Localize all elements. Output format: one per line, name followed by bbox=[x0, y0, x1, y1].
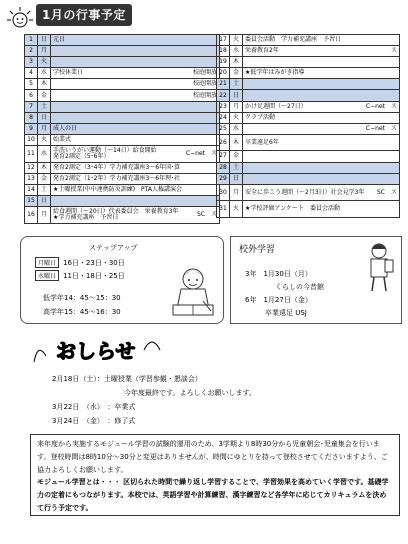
notice-date: 3月22日 （水） ： bbox=[52, 403, 115, 411]
event-note: C−net ス bbox=[365, 124, 397, 132]
calendar-row bbox=[217, 57, 400, 68]
calendar-row bbox=[25, 173, 220, 184]
calendar-day: 12 bbox=[25, 162, 38, 173]
calendar-day: 17 bbox=[217, 35, 230, 46]
calendar-day: 8 bbox=[25, 112, 38, 123]
calendar-day: 10 bbox=[25, 134, 38, 145]
calendar-weekday: 木 bbox=[230, 134, 243, 151]
event-note: SC ス bbox=[377, 188, 397, 196]
calendar-row bbox=[25, 123, 220, 134]
oshirase-title: おしらせ bbox=[56, 339, 136, 363]
notice-row bbox=[52, 374, 202, 384]
calendar-day: 16 bbox=[25, 206, 38, 223]
notice-date: 3月24日 （金） ： bbox=[52, 417, 115, 425]
calendar-day: 26 bbox=[217, 134, 230, 151]
calendar-row bbox=[25, 68, 220, 79]
calendar-day: 6 bbox=[25, 90, 38, 101]
calendar-event bbox=[243, 35, 400, 46]
calendar-row bbox=[25, 184, 220, 195]
calendar-row bbox=[25, 79, 220, 90]
calendar-day: 25 bbox=[217, 123, 230, 134]
calendar-row bbox=[217, 134, 400, 151]
notice-row bbox=[52, 416, 135, 426]
field-trip-box bbox=[230, 236, 402, 324]
stepup-high-grade: 高学年15：45～16：30 bbox=[43, 308, 121, 316]
calendar-day: 11 bbox=[25, 145, 38, 162]
event-text: かけ足週間（～27日） bbox=[245, 102, 307, 110]
calendar-row bbox=[217, 79, 400, 90]
notice-row bbox=[124, 388, 256, 398]
event-note: C−net ス bbox=[185, 149, 217, 157]
calendar-day: 5 bbox=[25, 79, 38, 90]
event-text: クラブ活動 bbox=[245, 113, 276, 121]
monday-label: 月曜日 bbox=[35, 257, 59, 268]
calendar-weekday: 木 bbox=[230, 57, 243, 68]
calendar-day: 9 bbox=[25, 123, 38, 134]
calendar-day: 27 bbox=[217, 151, 230, 162]
calendar-row bbox=[217, 201, 400, 218]
calendar-event bbox=[51, 173, 220, 184]
calendar-weekday: 日 bbox=[230, 173, 243, 184]
event-note: ス bbox=[390, 47, 397, 55]
header bbox=[6, 4, 176, 28]
calendar-weekday: 土 bbox=[230, 162, 243, 173]
event-text: ★土曜授業(中中連携防災訓練) PTA人権講演会 bbox=[53, 185, 182, 193]
notice-text: 卒業式 bbox=[114, 403, 136, 411]
calendar-event bbox=[243, 184, 400, 201]
stepup-monday-row bbox=[35, 257, 125, 268]
calendar-weekday: 金 bbox=[230, 68, 243, 79]
event-text: 安全に歩こう週間（～2月3日）社会見学3年 bbox=[245, 188, 365, 196]
calendar-row bbox=[217, 151, 400, 162]
calendar-event bbox=[243, 134, 400, 151]
calendar-weekday: 火 bbox=[230, 35, 243, 46]
wednesday-label: 水曜日 bbox=[35, 270, 59, 281]
calendar-day: 24 bbox=[217, 112, 230, 123]
calendar-day: 1 bbox=[25, 35, 38, 46]
event-note: C−net ス bbox=[365, 102, 397, 110]
event-note: SC ス bbox=[197, 210, 217, 218]
calendar-event bbox=[51, 90, 220, 101]
calendar-weekday: 金 bbox=[38, 173, 51, 184]
calendar-event bbox=[51, 134, 220, 145]
notice-text: 今年度最終です。よろしくお願いします。 bbox=[124, 389, 256, 397]
event-text: 発育2測定（3･4年）学力補充講座3～6年国･算 bbox=[53, 163, 181, 171]
calendar-weekday: 水 bbox=[230, 46, 243, 57]
calendar-event bbox=[243, 79, 400, 90]
calendar-weekday: 土 bbox=[38, 101, 51, 112]
event-text: 給食週間（～20日）代表委員会 栄養教育3年 bbox=[53, 207, 179, 215]
wednesday-dates: 11日・18日・25日 bbox=[63, 272, 125, 280]
calendar-event bbox=[243, 101, 400, 112]
calendar-event bbox=[243, 112, 400, 123]
calendar-row bbox=[217, 90, 400, 101]
calendar-event bbox=[51, 35, 220, 46]
event-note: 校庭開放 bbox=[192, 69, 217, 77]
event-text: 手洗いうがい運動（～14日）給食開始 bbox=[53, 146, 157, 154]
module-description: ・・・ 区切られた時間で繰り返し学習することで、学習効果を高めていく学習です。基礎学力の定着にもつながります。本校では、英語学習や計算練習、漢字練習など各学年に応じてカリキュラムを決めて行う予定です。 bbox=[37, 478, 389, 512]
calendar-left bbox=[24, 34, 220, 224]
calendar-row bbox=[25, 134, 220, 145]
event-text: 卒業遠足6年 bbox=[245, 138, 279, 146]
calendar-weekday: 日 bbox=[38, 35, 51, 46]
calendar-weekday: 水 bbox=[230, 123, 243, 134]
stepup-wednesday-row bbox=[35, 270, 125, 281]
calendar-event bbox=[51, 123, 220, 134]
calendar-day: 2 bbox=[25, 46, 38, 57]
calendar-event bbox=[243, 201, 400, 218]
field-trip-grade6-place: 卒業遠足 USJ bbox=[265, 309, 307, 317]
calendar-weekday: 金 bbox=[38, 90, 51, 101]
notice-row bbox=[52, 402, 135, 412]
calendar-day: 14 bbox=[25, 184, 38, 195]
calendar-event bbox=[51, 112, 220, 123]
calendar-day: 7 bbox=[25, 101, 38, 112]
event-text: 委員会活動 学力補充講座 予習日 bbox=[245, 36, 342, 44]
calendar-event bbox=[243, 151, 400, 162]
calendar-day: 30 bbox=[217, 184, 230, 201]
girl-studying-icon bbox=[167, 265, 219, 321]
page-title: 1月の行事予定 bbox=[36, 4, 132, 26]
calendar-row bbox=[217, 162, 400, 173]
field-trip-grade3: 3年 1月30日（月） bbox=[245, 270, 312, 278]
calendar-weekday: 月 bbox=[38, 206, 51, 223]
calendar-event bbox=[243, 46, 400, 57]
calendar-row bbox=[25, 206, 220, 223]
calendar-row bbox=[217, 68, 400, 79]
calendar-event bbox=[51, 206, 220, 223]
calendar-row bbox=[25, 90, 220, 101]
calendar-weekday: 木 bbox=[38, 162, 51, 173]
calendar-event bbox=[51, 57, 220, 68]
module-learning-box bbox=[30, 434, 400, 516]
calendar-event bbox=[51, 46, 220, 57]
calendar-row bbox=[217, 123, 400, 134]
calendar-row bbox=[25, 145, 220, 162]
calendar-row bbox=[25, 195, 220, 206]
calendar-weekday: 火 bbox=[230, 201, 243, 218]
calendar-weekday: 金 bbox=[230, 151, 243, 162]
calendar-day: 22 bbox=[217, 90, 230, 101]
calendar-row bbox=[217, 101, 400, 112]
notice-text: 修了式 bbox=[114, 417, 136, 425]
event-text-line2: ★学力補充講座 予習日 bbox=[53, 213, 119, 221]
calendar-event bbox=[243, 68, 400, 79]
calendar-row bbox=[217, 35, 400, 46]
calendar-weekday: 土 bbox=[230, 79, 243, 90]
calendar-day: 4 bbox=[25, 68, 38, 79]
calendar-day: 18 bbox=[217, 46, 230, 57]
event-text-line2: 発育2測定（5･6年） bbox=[53, 152, 110, 160]
calendar-day: 20 bbox=[217, 68, 230, 79]
event-text: 成人の日 bbox=[53, 124, 78, 132]
calendar-row bbox=[217, 173, 400, 184]
field-trip-grade3-place: くらしの今昔館 bbox=[275, 283, 324, 291]
calendar-weekday: 日 bbox=[230, 90, 243, 101]
calendar-row bbox=[25, 57, 220, 68]
stepup-title: ステップアップ bbox=[89, 244, 138, 252]
stepup-box bbox=[20, 236, 224, 324]
sun-face-icon bbox=[6, 6, 34, 28]
calendar-event bbox=[51, 145, 220, 162]
calendar-weekday: 水 bbox=[38, 145, 51, 162]
calendar-day: 15 bbox=[25, 195, 38, 206]
calendar-day: 3 bbox=[25, 57, 38, 68]
field-trip-grade6: 6年 1月27日（金） bbox=[245, 296, 312, 304]
event-text: 学校休業日 bbox=[53, 69, 84, 77]
calendar-event bbox=[51, 79, 220, 90]
event-text: ★低学年はみがき指導 bbox=[245, 69, 305, 77]
field-trip-title: 校外学習 bbox=[239, 245, 276, 255]
calendar-row bbox=[25, 112, 220, 123]
child-with-backpack-icon bbox=[359, 241, 399, 295]
stepup-low-grade: 低学年14：45～15：30 bbox=[43, 294, 121, 302]
calendar-day: 21 bbox=[217, 79, 230, 90]
notice-text: 土曜授業（学習参観・懇談会） bbox=[103, 375, 202, 383]
calendar-day: 28 bbox=[217, 162, 230, 173]
calendar-row bbox=[25, 162, 220, 173]
calendar-event bbox=[51, 195, 220, 206]
module-label: モジュール学習とは bbox=[37, 478, 100, 487]
event-text: 発育2測定（1･2年）学力補充講座3～6年理･社 bbox=[53, 174, 181, 182]
calendar-event bbox=[243, 90, 400, 101]
calendar-event bbox=[51, 162, 220, 173]
calendar-row bbox=[25, 46, 220, 57]
calendar-weekday: 土 bbox=[38, 184, 51, 195]
oshirase-banner bbox=[32, 332, 172, 366]
calendar-row bbox=[25, 101, 220, 112]
calendar-event bbox=[243, 162, 400, 173]
calendar-weekday: 月 bbox=[230, 184, 243, 201]
event-note: 校庭開放 bbox=[192, 91, 217, 99]
calendar-event bbox=[243, 173, 400, 184]
calendar-event bbox=[243, 123, 400, 134]
notice-date: 2月18日（土）： bbox=[52, 375, 104, 383]
calendar-weekday: 火 bbox=[38, 134, 51, 145]
calendar-event bbox=[243, 57, 400, 68]
calendar-weekday: 月 bbox=[230, 101, 243, 112]
calendar-weekday: 火 bbox=[38, 57, 51, 68]
calendar-row bbox=[25, 35, 220, 46]
module-paragraph-1: 来年度から実施するモジュール学習の試験的運用のため、3学期より8時30分から児童朝会･児童集会を行います。登校時間は8時10分～30分と変更はありませんが、時間にゆとりを持って登校させてくださいますよう、ご協力よろしくお願いします。 bbox=[37, 440, 388, 474]
calendar-weekday: 月 bbox=[38, 46, 51, 57]
calendar-right bbox=[216, 34, 400, 218]
calendar-weekday: 木 bbox=[38, 79, 51, 90]
event-text: ★学校評価アンケート 委員会活動 bbox=[245, 205, 341, 213]
event-text: 栄養教育2年 bbox=[245, 47, 279, 55]
calendar-row bbox=[217, 112, 400, 123]
event-text: 元日 bbox=[53, 36, 66, 44]
calendar-weekday: 日 bbox=[38, 112, 51, 123]
module-paragraph-2 bbox=[37, 476, 393, 514]
calendar-weekday: 月 bbox=[38, 123, 51, 134]
calendar-day: 31 bbox=[217, 201, 230, 218]
event-text: 始業式 bbox=[53, 135, 72, 143]
calendar-day: 23 bbox=[217, 101, 230, 112]
calendar-weekday: 日 bbox=[38, 195, 51, 206]
calendar-row bbox=[217, 46, 400, 57]
calendar-event bbox=[51, 184, 220, 195]
calendar-day: 13 bbox=[25, 173, 38, 184]
calendar-weekday: 水 bbox=[38, 68, 51, 79]
calendar-event bbox=[51, 101, 220, 112]
calendar-day: 29 bbox=[217, 173, 230, 184]
calendar-day: 19 bbox=[217, 57, 230, 68]
monday-dates: 16日・23日・30日 bbox=[63, 259, 125, 267]
event-note: 校庭開放 bbox=[192, 80, 217, 88]
calendar-event bbox=[51, 68, 220, 79]
calendar-weekday: 火 bbox=[230, 112, 243, 123]
calendar-row bbox=[217, 184, 400, 201]
